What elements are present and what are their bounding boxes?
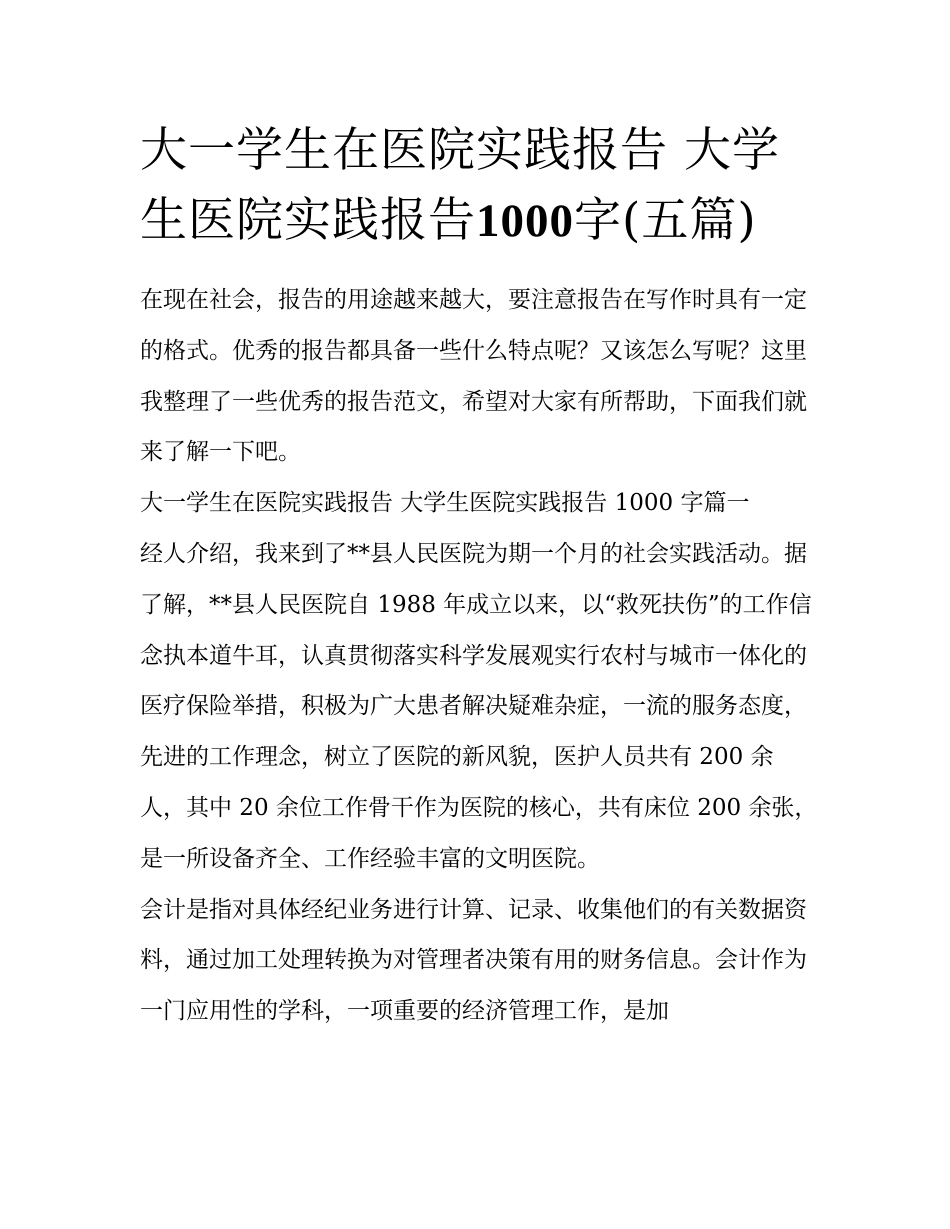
document-title: [140, 116, 820, 256]
document-body: [140, 275, 818, 1037]
body-paragraph: 经人介绍，我来到了**县人民医院为期一个月的社会实践活动。据了解，**县人民医院自 1988 年成立以来，以“救死扶伤”的工作信念执本道牛耳，认真贯彻落实科学发展观实行农村与城市一体化的医疗保险举措，积极为广大患者解决疑难杂症，一流的服务态度，先进的工作理念，树立了医院的新风貌，医护人员共有 200 余人，其中 20 余位工作骨干作为医院的核心，共有床位 200 余张，是一所设备齐全、工作经验丰富的文明医院。: [140, 540, 818, 872]
title-text: 大一学生在医院实践报告 大学生医院实践报告: [140, 123, 780, 248]
section-heading: 大一学生在医院实践报告 大学生医院实践报告 1000 字篇一: [140, 490, 750, 517]
body-paragraph: 会计是指对具体经纪业务进行计算、记录、收集他们的有关数据资料，通过加工处理转换为对管理者决策有用的财务信息。会计作为一门应用性的学科，一项重要的经济管理工作，是加: [140, 896, 807, 1025]
title-number: 1000: [476, 195, 574, 247]
title-suffix: 字(五篇): [574, 193, 757, 248]
intro-paragraph: 在现在社会，报告的用途越来越大，要注意报告在写作时具有一定的格式。优秀的报告都具备一些什么特点呢？又该怎么写呢？这里我整理了一些优秀的报告范文，希望对大家有所帮助，下面我们就来了解一下吧。: [140, 287, 807, 466]
